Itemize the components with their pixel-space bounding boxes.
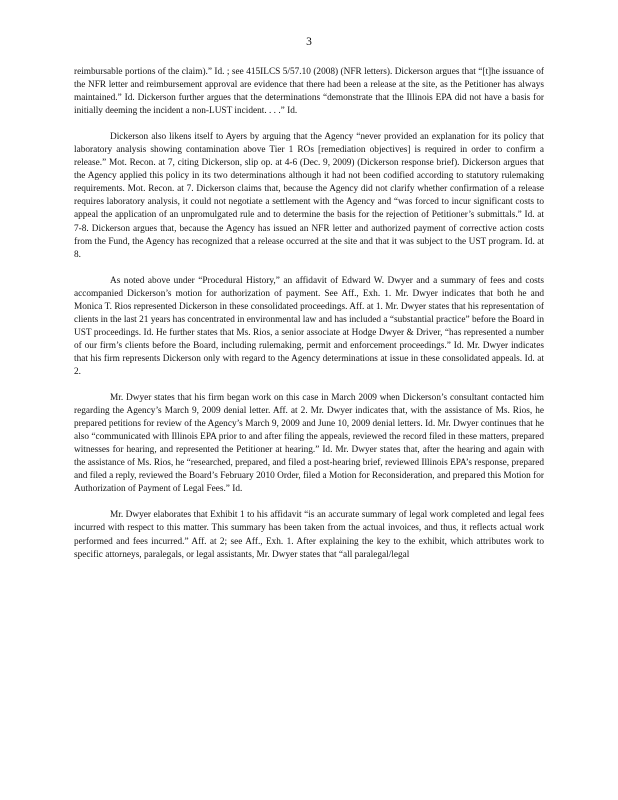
paragraph-5: Mr. Dwyer elaborates that Exhibit 1 to his affidavit “is an accurate summary of legal work completed and legal fees incurred with respect to this matter. This summary has been taken from the actual invoices, and thus, it reflects actual work performed and fees incurred.” Aff. at 2; see Aff., Exh. 1. After explaining the key to the exhibit, which attributes work to specific attorneys, paralegals, or legal assistants, Mr. Dwyer states that “all paralegal/legal (74, 510, 544, 560)
paragraph-3: As noted above under “Procedural History,” an affidavit of Edward W. Dwyer and a summary of fees and costs accompanied Dickerson’s motion for authorization of payment. See Aff., Exh. 1. Mr. Dwyer indicates that both he and Monica T. Rios represented Dickerson in these consolidated proceedings. Aff. at 1. Mr. Dwyer states that his representation of clients in the last 21 years has concentrated in environmental law and has included a “substantial practice” before the Board in UST proceedings. Id. He further states that Ms. Rios, a senior associate at Hodge Dwyer & Driver, “has represented a number of our firm’s clients before the Board, including rulemaking, permit and enforcement proceedings.” Id. Mr. Dwyer indicates that his firm represents Dickerson only with regard to the Agency determinations at issue in these consolidated appeals. Id. at 2. (74, 275, 544, 377)
page-number: 3 (306, 36, 312, 48)
body-text (74, 66, 544, 575)
paragraph-4: Mr. Dwyer states that his firm began work on this case in March 2009 when Dickerson’s consultant contacted him regarding the Agency’s March 9, 2009 denial letter. Aff. at 2. Mr. Dwyer indicates that, with the assistance of Ms. Rios, he prepared petitions for review of the Agency’s March 9, 2009 and June 10, 2009 denial letters. Id. Mr. Dwyer continues that he also “communicated with Illinois EPA prior to and after filing the appeals, reviewed the record filed in these matters, prepared witnesses for hearing, and represented the Petitioner at hearing.” Id. Mr. Dwyer states that, after the hearing and again with the assistance of Ms. Rios, he “researched, prepared, and filed a post-hearing brief, reviewed Illinois EPA’s response, prepared and filed a reply, reviewed the Board’s February 2010 Order, filed a Motion for Reconsideration, and prepared this Motion for Authorization of Payment of Legal Fees.” Id. (74, 393, 544, 495)
paragraph-1: reimbursable portions of the claim).” Id. ; see 415ILCS 5/57.10 (2008) (NFR letters). Dickerson argues that “[t]he issuance of the NFR letter and reimbursement approval are evidence that there had been a release at the site, as the Petitioner has always maintained.” Id. Dickerson further argues that the determinations “demonstrate that the Illinois EPA did not have a basis for initially deeming the incident a non-LUST incident. . . .” Id. (74, 67, 544, 117)
paragraph-2: Dickerson also likens itself to Ayers by arguing that the Agency “never provided an explanation for its policy that laboratory analysis showing contamination above Tier 1 ROs [remediation objectives] is required in order to confirm a release.” Mot. Recon. at 7, citing Dickerson, slip op. at 4-6 (Dec. 9, 2009) (Dickerson response brief). Dickerson argues that the Agency applied this policy in its two determinations although it had not been codified according to statutory rulemaking requirements. Mot. Recon. at 7. Dickerson claims that, because the Agency did not clarify whether confirmation of a release requires laboratory analysis, it could not negotiate a settlement with the Agency and “was forced to incur significant costs to appeal the application of an unpromulgated rule and to determine the basis for the rejection of Petitioner’s submittals.” Id. at 7-8. Dickerson argues that, because the Agency has issued an NFR letter and authorized payment of corrective action costs from the Fund, the Agency has recognized that a release occurred at the site and that it was subject to the UST program. Id. at 8. (74, 132, 544, 260)
